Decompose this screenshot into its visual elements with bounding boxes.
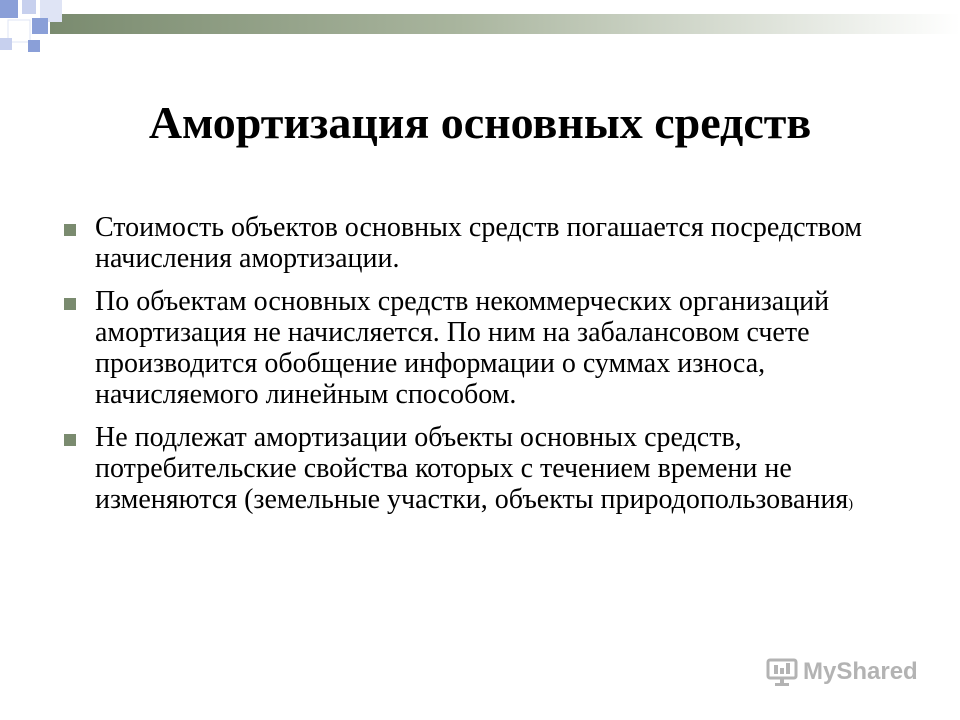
- presentation-icon: [766, 657, 798, 687]
- bullet-list: [64, 212, 914, 532]
- watermark-text: MyShared: [803, 658, 918, 685]
- bullet-item: [64, 286, 914, 410]
- deco-square: [22, 0, 36, 14]
- deco-square: [0, 0, 18, 18]
- header-gradient-bar: [50, 14, 960, 34]
- bullet-suffix: ): [848, 497, 853, 512]
- bullet-text: По объектам основных средств некоммерческих организаций амортизация не начисляется. По ним на забалансовом счете производится обобщение информации о суммах износа, начисляемого линейным способом.: [95, 286, 830, 410]
- bullet-marker: [64, 434, 76, 446]
- deco-square: [32, 18, 48, 34]
- bullet-item: [64, 422, 914, 520]
- header-decoration: [0, 0, 960, 60]
- deco-square: [0, 38, 12, 50]
- deco-square: [28, 40, 40, 52]
- bullet-text: Не подлежат амортизации объекты основных средств, потребительские свойства которых с течением времени не изменяются (земельные участки, объекты природопользования: [95, 422, 849, 515]
- bullet-marker: [64, 224, 76, 236]
- watermark-logo: [766, 656, 918, 688]
- bullet-item: [64, 212, 914, 274]
- bullet-marker: [64, 298, 76, 310]
- bullet-text: Стоимость объектов основных средств погашается посредством начисления амортизации.: [95, 212, 863, 274]
- slide-title: Амортизация основных средств: [148, 97, 812, 148]
